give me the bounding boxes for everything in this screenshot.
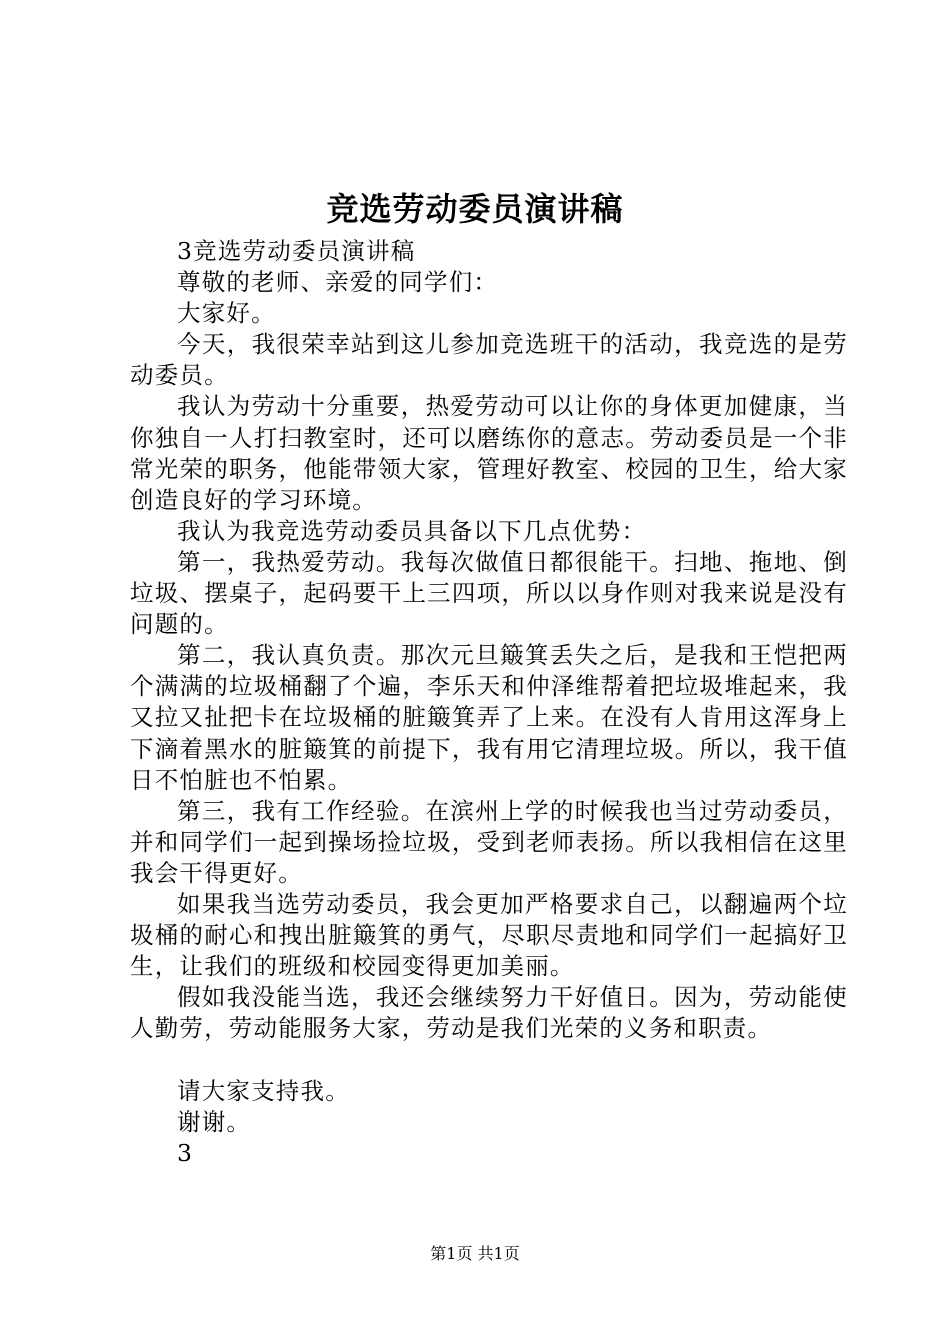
paragraph-heading: 3竞选劳动委员演讲稿 — [177, 237, 416, 265]
paragraph-if-not-elected: 假如我没能当选，我还会继续努力干好值日。因为，劳动能使人勤劳，劳动能服务大家，劳动是我们光荣的义务和职责。 — [130, 983, 848, 1043]
paragraph-first-point: 第一，我热爱劳动。我每次做值日都很能干。扫地、拖地、倒垃圾、摆桌子，起码要干上三四项，所以以身作则对我来说是没有问题的。 — [130, 547, 848, 639]
paragraph-if-elected: 如果我当选劳动委员，我会更加严格要求自己，以翻遍两个垃圾桶的耐心和拽出脏簸箕的勇气，尽职尽责地和同学们一起搞好卫生，让我们的班级和校园变得更加美丽。 — [130, 889, 848, 981]
page-footer: 第1页 共1页 — [430, 1244, 520, 1263]
document-title: 竞选劳动委员演讲稿 — [326, 190, 624, 228]
paragraph-importance: 我认为劳动十分重要，热爱劳动可以让你的身体更加健康，当你独自一人打扫教室时，还可以磨练你的意志。劳动委员是一个非常光荣的职务，他能带领大家，管理好教室、校园的卫生，给大家创造良好的学习环境。 — [130, 392, 848, 514]
document-body — [130, 236, 848, 1169]
paragraph-third-point: 第三，我有工作经验。在滨州上学的时候我也当过劳动委员，并和同学们一起到操场捡垃圾，受到老师表扬。所以我相信在这里我会干得更好。 — [130, 796, 848, 887]
paragraph-advantages: 我认为我竞选劳动委员具备以下几点优势： — [177, 516, 647, 545]
paragraph-end-mark: 3 — [177, 1138, 194, 1167]
paragraph-support: 请大家支持我。 — [177, 1076, 350, 1105]
paragraph-intro: 今天，我很荣幸站到这儿参加竞选班干的活动，我竞选的是劳动委员。 — [130, 330, 848, 390]
paragraph-greeting: 大家好。 — [177, 299, 276, 328]
paragraph-thanks: 谢谢。 — [177, 1107, 252, 1136]
paragraph-salutation: 尊敬的老师、亲爱的同学们： — [177, 268, 499, 297]
paragraph-second-point: 第二，我认真负责。那次元旦簸箕丢失之后，是我和王恺把两个满满的垃圾桶翻了个遍，李乐天和仲泽维帮着把垃圾堆起来，我又拉又扯把卡在垃圾桶的脏簸箕弄了上来。在没有人肯用这浑身上下滴着黑水的脏簸箕的前提下，我有用它清理垃圾。所以，我干值日不怕脏也不怕累。 — [130, 641, 848, 794]
blank-line — [130, 1044, 848, 1075]
